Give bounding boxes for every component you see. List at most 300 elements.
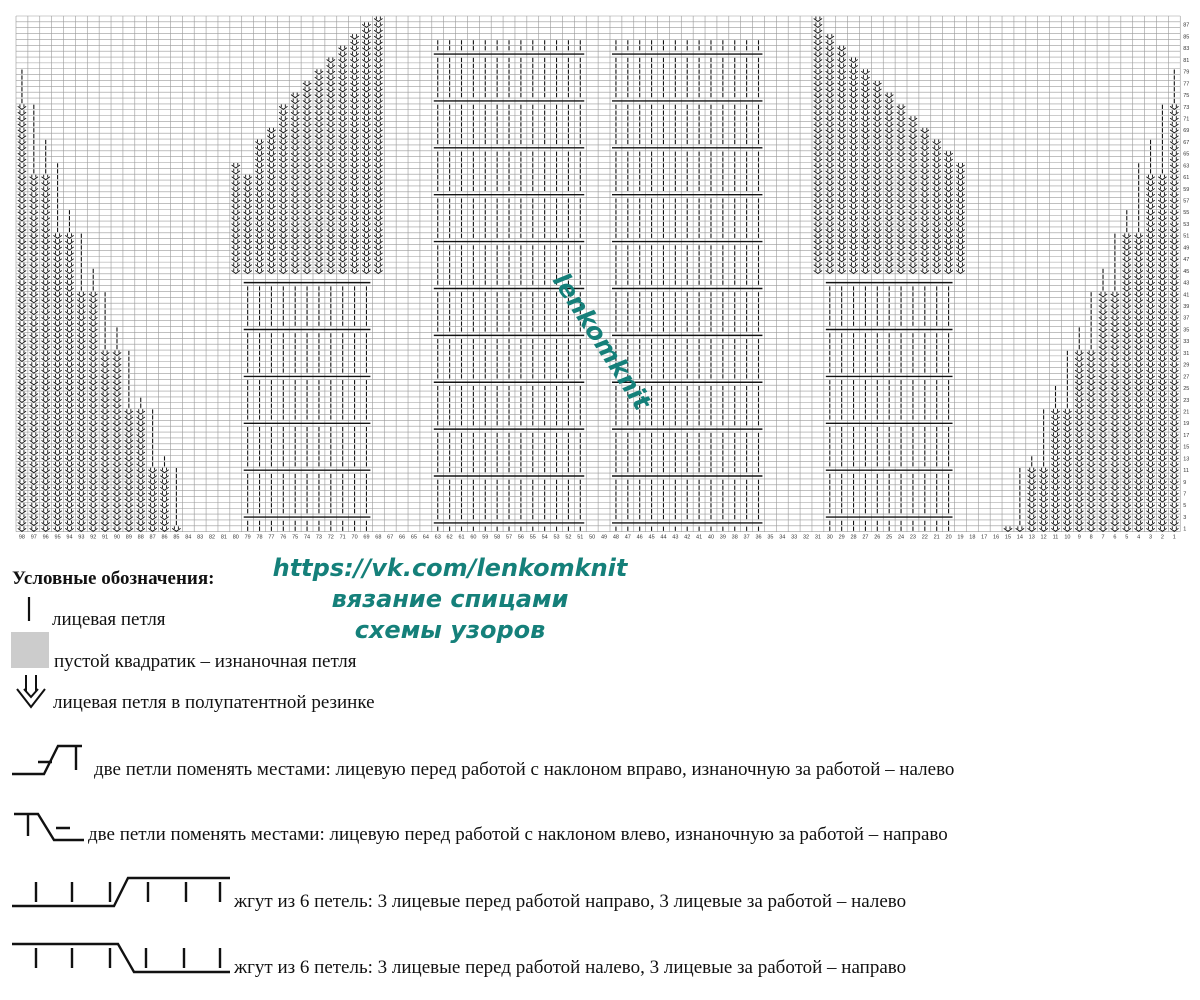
rib-stitch-mark bbox=[885, 222, 893, 227]
rib-stitch-mark bbox=[362, 251, 370, 256]
rib-stitch-mark bbox=[362, 75, 370, 80]
rib-stitch-mark bbox=[933, 204, 941, 209]
rib-stitch-mark bbox=[1170, 397, 1178, 402]
rib-stitch-mark bbox=[849, 257, 857, 262]
rib-stitch-mark bbox=[42, 380, 50, 385]
rib-stitch-mark bbox=[315, 245, 323, 250]
rib-stitch-mark bbox=[897, 145, 905, 150]
rib-stitch-mark bbox=[1111, 503, 1119, 508]
rib-stitch-mark bbox=[279, 268, 287, 273]
rib-stitch-mark bbox=[1134, 327, 1142, 332]
rib-stitch-mark bbox=[1123, 315, 1131, 320]
rib-stitch-mark bbox=[148, 515, 156, 520]
rib-stitch-mark bbox=[65, 415, 73, 420]
rib-stitch-mark bbox=[30, 280, 38, 285]
stitch-number-label: 10 bbox=[1064, 534, 1071, 541]
rib-stitch-mark bbox=[232, 204, 240, 209]
rib-stitch-mark bbox=[77, 491, 85, 496]
rib-stitch-mark bbox=[1134, 356, 1142, 361]
rib-stitch-mark bbox=[350, 93, 358, 98]
rib-stitch-mark bbox=[1111, 380, 1119, 385]
rib-stitch-mark bbox=[909, 210, 917, 215]
rib-stitch-mark bbox=[77, 397, 85, 402]
rib-stitch-mark bbox=[315, 233, 323, 238]
rib-stitch-mark bbox=[1123, 333, 1131, 338]
rib-stitch-mark bbox=[1111, 456, 1119, 461]
rib-stitch-mark bbox=[362, 186, 370, 191]
rib-stitch-mark bbox=[921, 257, 929, 262]
rib-stitch-mark bbox=[125, 479, 133, 484]
rib-stitch-mark bbox=[837, 222, 845, 227]
rib-stitch-mark bbox=[101, 368, 109, 373]
rib-stitch-mark bbox=[89, 438, 97, 443]
rib-stitch-mark bbox=[327, 140, 335, 145]
rib-stitch-mark bbox=[18, 333, 26, 338]
rib-stitch-mark bbox=[1146, 292, 1154, 297]
stitch-number-label: 21 bbox=[933, 534, 940, 541]
rib-stitch-mark bbox=[1099, 462, 1107, 467]
rib-stitch-mark bbox=[267, 175, 275, 180]
rib-stitch-mark bbox=[350, 104, 358, 109]
rib-stitch-mark bbox=[1134, 392, 1142, 397]
rib-stitch-mark bbox=[897, 110, 905, 115]
rib-stitch-mark bbox=[1123, 403, 1131, 408]
rib-stitch-mark bbox=[327, 233, 335, 238]
rib-stitch-mark bbox=[1099, 403, 1107, 408]
rib-stitch-mark bbox=[1111, 409, 1119, 414]
rib-stitch-mark bbox=[18, 145, 26, 150]
rib-stitch-mark bbox=[1170, 421, 1178, 426]
rib-stitch-mark bbox=[1051, 515, 1059, 520]
rib-stitch-mark bbox=[1170, 380, 1178, 385]
rib-stitch-mark bbox=[30, 497, 38, 502]
rib-stitch-mark bbox=[255, 222, 263, 227]
rib-stitch-mark bbox=[1170, 368, 1178, 373]
rib-stitch-mark bbox=[232, 268, 240, 273]
rib-stitch-mark bbox=[350, 192, 358, 197]
rib-stitch-mark bbox=[137, 409, 145, 414]
rib-stitch-mark bbox=[921, 239, 929, 244]
rib-stitch-mark bbox=[374, 268, 382, 273]
rib-stitch-mark bbox=[944, 216, 952, 221]
rib-stitch-mark bbox=[1170, 520, 1178, 525]
rib-stitch-mark bbox=[255, 140, 263, 145]
rib-stitch-mark bbox=[232, 181, 240, 186]
rib-stitch-mark bbox=[814, 151, 822, 156]
rib-stitch-mark bbox=[89, 368, 97, 373]
rib-stitch-mark bbox=[1158, 368, 1166, 373]
rib-stitch-mark bbox=[77, 468, 85, 473]
rib-stitch-mark bbox=[327, 75, 335, 80]
rib-stitch-mark bbox=[873, 210, 881, 215]
rib-stitch-mark bbox=[362, 28, 370, 33]
rib-stitch-mark bbox=[849, 58, 857, 63]
rib-stitch-mark bbox=[113, 403, 121, 408]
rib-stitch-mark bbox=[137, 462, 145, 467]
rib-stitch-mark bbox=[1146, 351, 1154, 356]
rib-stitch-mark bbox=[826, 52, 834, 57]
rib-stitch-mark bbox=[137, 520, 145, 525]
rib-stitch-mark bbox=[374, 186, 382, 191]
rib-stitch-mark bbox=[1146, 245, 1154, 250]
rib-stitch-mark bbox=[837, 268, 845, 273]
rib-stitch-mark bbox=[362, 52, 370, 57]
rib-stitch-mark bbox=[873, 257, 881, 262]
rib-stitch-mark bbox=[53, 292, 61, 297]
rib-stitch-mark bbox=[826, 151, 834, 156]
rib-stitch-mark bbox=[350, 81, 358, 86]
rib-stitch-mark bbox=[89, 403, 97, 408]
rib-stitch-mark bbox=[1111, 491, 1119, 496]
rib-stitch-mark bbox=[339, 198, 347, 203]
rib-stitch-mark bbox=[1170, 122, 1178, 127]
rib-stitch-mark bbox=[18, 368, 26, 373]
rib-stitch-mark bbox=[267, 163, 275, 168]
rib-stitch-mark bbox=[814, 134, 822, 139]
rib-stitch-mark bbox=[909, 128, 917, 133]
rib-stitch-mark bbox=[897, 210, 905, 215]
rib-stitch-mark bbox=[77, 474, 85, 479]
rib-stitch-mark bbox=[279, 222, 287, 227]
rib-stitch-mark bbox=[956, 233, 964, 238]
rib-stitch-mark bbox=[160, 515, 168, 520]
rib-stitch-mark bbox=[1039, 485, 1047, 490]
rib-stitch-mark bbox=[243, 186, 251, 191]
rib-stitch-mark bbox=[873, 140, 881, 145]
rib-stitch-mark bbox=[1028, 503, 1036, 508]
rib-stitch-mark bbox=[53, 304, 61, 309]
rib-stitch-mark bbox=[30, 310, 38, 315]
rib-stitch-mark bbox=[1134, 526, 1142, 531]
rib-stitch-mark bbox=[255, 198, 263, 203]
rib-stitch-mark bbox=[18, 175, 26, 180]
rib-stitch-mark bbox=[837, 251, 845, 256]
rib-stitch-mark bbox=[849, 181, 857, 186]
rib-stitch-mark bbox=[849, 216, 857, 221]
rib-stitch-mark bbox=[1146, 257, 1154, 262]
rib-stitch-mark bbox=[303, 145, 311, 150]
rib-stitch-mark bbox=[956, 169, 964, 174]
rib-stitch-mark bbox=[77, 479, 85, 484]
rib-stitch-mark bbox=[814, 216, 822, 221]
rib-stitch-mark bbox=[1039, 497, 1047, 502]
rib-stitch-mark bbox=[255, 169, 263, 174]
rib-stitch-mark bbox=[303, 222, 311, 227]
rib-stitch-mark bbox=[826, 186, 834, 191]
rib-stitch-mark bbox=[77, 345, 85, 350]
rib-stitch-mark bbox=[956, 210, 964, 215]
rib-stitch-mark bbox=[137, 456, 145, 461]
rib-stitch-mark bbox=[909, 198, 917, 203]
rib-stitch-mark bbox=[921, 151, 929, 156]
rib-stitch-mark bbox=[30, 327, 38, 332]
rib-stitch-mark bbox=[89, 474, 97, 479]
rib-stitch-mark bbox=[1123, 304, 1131, 309]
rib-stitch-mark bbox=[350, 52, 358, 57]
rib-stitch-mark bbox=[1170, 128, 1178, 133]
rib-stitch-mark bbox=[1111, 298, 1119, 303]
rib-stitch-mark bbox=[826, 245, 834, 250]
rib-stitch-mark bbox=[1039, 479, 1047, 484]
rib-stitch-mark bbox=[921, 134, 929, 139]
rib-stitch-mark bbox=[1158, 192, 1166, 197]
rib-stitch-mark bbox=[267, 151, 275, 156]
rib-stitch-mark bbox=[1075, 397, 1083, 402]
rib-stitch-mark bbox=[315, 251, 323, 256]
rib-stitch-mark bbox=[53, 415, 61, 420]
rib-stitch-mark bbox=[101, 386, 109, 391]
rib-stitch-mark bbox=[933, 169, 941, 174]
rib-stitch-mark bbox=[65, 438, 73, 443]
rib-stitch-mark bbox=[873, 169, 881, 174]
rib-stitch-mark bbox=[42, 304, 50, 309]
rib-stitch-mark bbox=[1123, 310, 1131, 315]
rib-stitch-mark bbox=[101, 526, 109, 531]
rib-stitch-mark bbox=[113, 520, 121, 525]
rib-stitch-mark bbox=[77, 515, 85, 520]
rib-stitch-mark bbox=[255, 227, 263, 232]
rib-stitch-mark bbox=[65, 368, 73, 373]
rib-stitch-mark bbox=[279, 251, 287, 256]
rib-stitch-mark bbox=[849, 222, 857, 227]
rib-stitch-mark bbox=[53, 433, 61, 438]
rib-stitch-mark bbox=[362, 257, 370, 262]
rib-stitch-mark bbox=[1087, 526, 1095, 531]
rib-stitch-mark bbox=[42, 427, 50, 432]
rib-stitch-mark bbox=[861, 239, 869, 244]
rib-stitch-mark bbox=[885, 251, 893, 256]
rib-stitch-mark bbox=[1087, 509, 1095, 514]
rib-stitch-mark bbox=[315, 181, 323, 186]
rib-stitch-mark bbox=[362, 81, 370, 86]
rib-stitch-mark bbox=[327, 116, 335, 121]
rib-stitch-mark bbox=[30, 479, 38, 484]
rib-stitch-mark bbox=[897, 140, 905, 145]
rib-stitch-mark bbox=[837, 175, 845, 180]
rib-stitch-mark bbox=[327, 263, 335, 268]
rib-stitch-mark bbox=[30, 257, 38, 262]
rib-stitch-mark bbox=[1123, 397, 1131, 402]
rib-stitch-mark bbox=[1146, 491, 1154, 496]
rib-stitch-mark bbox=[1158, 263, 1166, 268]
rib-stitch-mark bbox=[814, 251, 822, 256]
rib-stitch-mark bbox=[267, 263, 275, 268]
rib-stitch-mark bbox=[1170, 163, 1178, 168]
rib-stitch-mark bbox=[897, 204, 905, 209]
rib-stitch-mark bbox=[339, 181, 347, 186]
rib-stitch-mark bbox=[1099, 427, 1107, 432]
rib-stitch-mark bbox=[873, 251, 881, 256]
rib-stitch-mark bbox=[1099, 374, 1107, 379]
rib-stitch-mark bbox=[921, 169, 929, 174]
rib-stitch-mark bbox=[909, 169, 917, 174]
rib-stitch-mark bbox=[849, 145, 857, 150]
rib-stitch-mark bbox=[30, 292, 38, 297]
rib-stitch-mark bbox=[65, 497, 73, 502]
rib-stitch-mark bbox=[42, 491, 50, 496]
rib-stitch-mark bbox=[1087, 479, 1095, 484]
rib-stitch-mark bbox=[315, 81, 323, 86]
rib-stitch-mark bbox=[1146, 345, 1154, 350]
rib-stitch-mark bbox=[837, 58, 845, 63]
rib-stitch-mark bbox=[18, 438, 26, 443]
rib-stitch-mark bbox=[1123, 503, 1131, 508]
rib-stitch-mark bbox=[826, 192, 834, 197]
rib-stitch-mark bbox=[279, 134, 287, 139]
rib-stitch-mark bbox=[279, 216, 287, 221]
rib-stitch-mark bbox=[873, 222, 881, 227]
rib-stitch-mark bbox=[826, 34, 834, 39]
rib-stitch-mark bbox=[861, 122, 869, 127]
rib-stitch-mark bbox=[160, 474, 168, 479]
rib-stitch-mark bbox=[1099, 321, 1107, 326]
rib-stitch-mark bbox=[1146, 227, 1154, 232]
rib-stitch-mark bbox=[65, 526, 73, 531]
rib-stitch-mark bbox=[1099, 456, 1107, 461]
rib-stitch-mark bbox=[1087, 397, 1095, 402]
rib-stitch-mark bbox=[1134, 491, 1142, 496]
rib-stitch-mark bbox=[1146, 304, 1154, 309]
rib-stitch-mark bbox=[861, 186, 869, 191]
rib-stitch-mark bbox=[1146, 192, 1154, 197]
rib-stitch-mark bbox=[1123, 520, 1131, 525]
rib-stitch-mark bbox=[77, 321, 85, 326]
rib-stitch-mark bbox=[1123, 263, 1131, 268]
rib-stitch-mark bbox=[897, 216, 905, 221]
rib-stitch-mark bbox=[30, 321, 38, 326]
rib-stitch-mark bbox=[897, 257, 905, 262]
rib-stitch-mark bbox=[873, 198, 881, 203]
rib-stitch-mark bbox=[1146, 485, 1154, 490]
rib-stitch-mark bbox=[42, 433, 50, 438]
rib-stitch-mark bbox=[232, 210, 240, 215]
rib-stitch-mark bbox=[89, 362, 97, 367]
rib-stitch-mark bbox=[30, 450, 38, 455]
rib-stitch-mark bbox=[1051, 503, 1059, 508]
rib-stitch-mark bbox=[77, 526, 85, 531]
rib-stitch-mark bbox=[303, 263, 311, 268]
rib-stitch-mark bbox=[65, 339, 73, 344]
rib-stitch-mark bbox=[65, 251, 73, 256]
rib-stitch-mark bbox=[1158, 491, 1166, 496]
rib-stitch-mark bbox=[42, 397, 50, 402]
rib-stitch-mark bbox=[101, 456, 109, 461]
rib-stitch-mark bbox=[42, 339, 50, 344]
rib-stitch-mark bbox=[1051, 427, 1059, 432]
rib-stitch-mark bbox=[53, 374, 61, 379]
rib-stitch-mark bbox=[1063, 444, 1071, 449]
rib-stitch-mark bbox=[837, 257, 845, 262]
rib-stitch-mark bbox=[1123, 515, 1131, 520]
rib-stitch-mark bbox=[42, 222, 50, 227]
rib-stitch-mark bbox=[1075, 392, 1083, 397]
rib-stitch-mark bbox=[1099, 333, 1107, 338]
rib-stitch-mark bbox=[65, 245, 73, 250]
rib-stitch-mark bbox=[1158, 515, 1166, 520]
rib-stitch-mark bbox=[861, 87, 869, 92]
rib-stitch-mark bbox=[113, 380, 121, 385]
rib-stitch-mark bbox=[148, 509, 156, 514]
rib-stitch-mark bbox=[873, 239, 881, 244]
rib-stitch-mark bbox=[303, 163, 311, 168]
rib-stitch-mark bbox=[160, 485, 168, 490]
rib-stitch-mark bbox=[315, 268, 323, 273]
rib-stitch-mark bbox=[1075, 427, 1083, 432]
rib-stitch-mark bbox=[315, 263, 323, 268]
rib-stitch-mark bbox=[837, 227, 845, 232]
rib-stitch-mark bbox=[65, 257, 73, 262]
rib-stitch-mark bbox=[897, 134, 905, 139]
rib-stitch-mark bbox=[350, 204, 358, 209]
rib-stitch-mark bbox=[1075, 421, 1083, 426]
rib-stitch-mark bbox=[89, 392, 97, 397]
rib-stitch-mark bbox=[42, 268, 50, 273]
rib-stitch-mark bbox=[1134, 321, 1142, 326]
rib-stitch-mark bbox=[65, 456, 73, 461]
rib-stitch-mark bbox=[125, 438, 133, 443]
rib-stitch-mark bbox=[125, 444, 133, 449]
rib-stitch-mark bbox=[1134, 345, 1142, 350]
rib-stitch-mark bbox=[1134, 497, 1142, 502]
rib-stitch-mark bbox=[944, 181, 952, 186]
rib-stitch-mark bbox=[339, 104, 347, 109]
rib-stitch-mark bbox=[1158, 433, 1166, 438]
rib-stitch-mark bbox=[826, 104, 834, 109]
rib-stitch-mark bbox=[30, 181, 38, 186]
rib-stitch-mark bbox=[18, 374, 26, 379]
rib-stitch-mark bbox=[1170, 351, 1178, 356]
rib-stitch-mark bbox=[89, 509, 97, 514]
rib-stitch-mark bbox=[873, 128, 881, 133]
rib-stitch-mark bbox=[849, 110, 857, 115]
stitch-number-label: 23 bbox=[909, 534, 917, 541]
rib-stitch-mark bbox=[861, 263, 869, 268]
rib-stitch-mark bbox=[291, 251, 299, 256]
rib-stitch-mark bbox=[1123, 415, 1131, 420]
rib-stitch-mark bbox=[77, 333, 85, 338]
rib-stitch-mark bbox=[814, 204, 822, 209]
rib-stitch-mark bbox=[861, 210, 869, 215]
rib-stitch-mark bbox=[125, 415, 133, 420]
rib-stitch-mark bbox=[65, 274, 73, 279]
rib-stitch-mark bbox=[1158, 386, 1166, 391]
rib-stitch-mark bbox=[1170, 186, 1178, 191]
rib-stitch-mark bbox=[327, 198, 335, 203]
rib-stitch-mark bbox=[1158, 210, 1166, 215]
rib-stitch-mark bbox=[1075, 474, 1083, 479]
rib-stitch-mark bbox=[303, 257, 311, 262]
rib-stitch-mark bbox=[1051, 474, 1059, 479]
rib-stitch-mark bbox=[1028, 491, 1036, 496]
rib-stitch-mark bbox=[849, 116, 857, 121]
rib-stitch-mark bbox=[113, 485, 121, 490]
rib-stitch-mark bbox=[1158, 427, 1166, 432]
rib-stitch-mark bbox=[909, 145, 917, 150]
rib-stitch-mark bbox=[374, 99, 382, 104]
rib-stitch-mark bbox=[374, 222, 382, 227]
rib-stitch-mark bbox=[1170, 409, 1178, 414]
rib-stitch-mark bbox=[18, 327, 26, 332]
rib-stitch-mark bbox=[1134, 421, 1142, 426]
rib-stitch-mark bbox=[279, 151, 287, 156]
rib-stitch-mark bbox=[339, 81, 347, 86]
rib-stitch-mark bbox=[826, 181, 834, 186]
rib-stitch-mark bbox=[125, 433, 133, 438]
rib-stitch-mark bbox=[303, 99, 311, 104]
rib-stitch-mark bbox=[1111, 315, 1119, 320]
rib-stitch-mark bbox=[826, 116, 834, 121]
rib-stitch-mark bbox=[30, 415, 38, 420]
